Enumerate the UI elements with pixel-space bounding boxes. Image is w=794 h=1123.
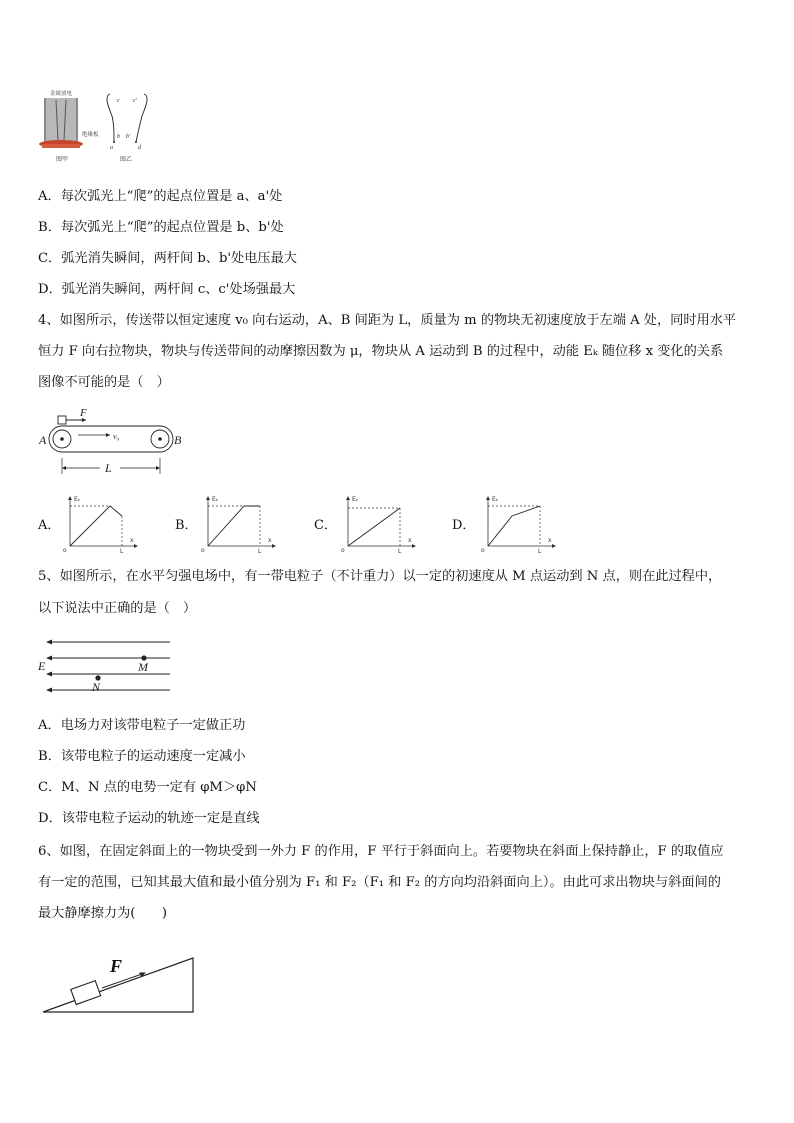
q4-stem-line1: 4、如图所示，传送带以恒定速度 v₀ 向右运动，A、B 间距为 L，质量为 m 的物块无初速度放于左端 A 处，同时用水平	[38, 313, 737, 328]
label-force-F-incline: F	[110, 956, 123, 976]
q4-graph-a	[60, 494, 140, 554]
point-d: d	[138, 145, 141, 151]
q4-graph-c-L: L	[398, 548, 402, 554]
point-c: c	[117, 98, 120, 104]
q4-graph-d-L: L	[538, 548, 542, 554]
caption-fig-a: 图甲	[56, 157, 69, 163]
q4-stem-line3: 图像不可能的是（ ）	[38, 375, 170, 390]
label-v0: v₀	[113, 432, 120, 441]
label-L: L	[105, 461, 112, 475]
q3-option-c: C．弧光消失瞬间，两杆间 b、b'处电压最大	[38, 251, 297, 266]
label-M: M	[138, 660, 148, 674]
q4-graph-a-ylabel: Eₖ	[74, 496, 81, 503]
q4-graph-d-xlabel: x	[548, 537, 552, 544]
q4-graph-d-ylabel: Eₖ	[492, 496, 499, 503]
point-c-prime: c'	[133, 98, 137, 104]
q4-graph-c-label: C．	[314, 518, 337, 533]
figure-electric-field	[38, 632, 178, 702]
figure-arc-discharge	[38, 86, 158, 166]
point-b: b	[117, 134, 120, 140]
q6-stem-line2: 有一定的范围，已知其最大值和最小值分别为 F₁ 和 F₂（F₁ 和 F₂ 的方向均沿斜面向上）。由此可求出物块与斜面间的	[38, 875, 721, 890]
q4-graph-c-xlabel: x	[408, 537, 412, 544]
q3-option-a: A．每次弧光上“爬”的起点位置是 a、a'处	[38, 189, 283, 204]
q5-stem-line1: 5、如图所示，在水平匀强电场中，有一带电粒子（不计重力）以一定的初速度从 M 点运动到 N 点，则在此过程中，	[38, 569, 722, 584]
q4-graph-b-L: L	[258, 548, 262, 554]
q4-graph-d-label: D．	[452, 518, 476, 533]
q4-graph-a-L: L	[120, 548, 124, 554]
label-force-F: F	[80, 407, 87, 419]
q4-graph-b-xlabel: x	[268, 537, 272, 544]
q4-graph-b	[198, 494, 278, 554]
q4-graph-b-label: B．	[175, 518, 198, 533]
q4-graph-d-origin: o	[481, 547, 485, 554]
q3-option-d: D．弧光消失瞬间，两杆间 c、c'处场强最大	[38, 282, 296, 297]
label-E: E	[38, 659, 46, 673]
q6-stem-line3: 最大静摩擦力为( )	[38, 906, 167, 921]
point-b-prime: b'	[126, 134, 131, 140]
q4-graph-a-origin: o	[63, 547, 67, 554]
figure-incline-block	[40, 950, 200, 1020]
label-insulator: 绝缘板	[82, 132, 99, 138]
q6-stem-line1: 6、如图，在固定斜面上的一物块受到一外力 F 的作用，F 平行于斜面向上。若要物块在斜面上保持静止，F 的取值应	[38, 844, 724, 859]
q4-stem-line2: 恒力 F 向右拉物块，物块与传送带间的动摩擦因数为 μ，物块从 A 运动到 B 的过程中，动能 Eₖ 随位移 x 变化的关系	[38, 344, 724, 359]
label-metal-discharge: 金属放电	[50, 91, 73, 97]
q5-option-d: D．该带电粒子运动的轨迹一定是直线	[38, 811, 260, 826]
q4-graph-c	[338, 494, 418, 554]
q5-stem-line2: 以下说法中正确的是（ ）	[38, 601, 197, 616]
q3-option-b: B．每次弧光上“爬”的起点位置是 b、b'处	[38, 220, 284, 235]
label-B: B	[174, 433, 182, 447]
figure-conveyor-belt	[38, 402, 198, 482]
q4-graph-a-xlabel: x	[130, 537, 134, 544]
label-A: A	[39, 433, 47, 447]
q5-option-a: A．电场力对该带电粒子一定做正功	[38, 718, 246, 733]
q4-graph-b-origin: o	[201, 547, 205, 554]
label-N: N	[92, 680, 101, 694]
q4-graph-c-ylabel: Eₖ	[352, 496, 359, 503]
q4-graph-b-ylabel: Eₖ	[212, 496, 219, 503]
q4-graph-d	[478, 494, 558, 554]
q4-graph-c-origin: o	[341, 547, 345, 554]
q5-option-c: C．M、N 点的电势一定有 φM＞φN	[38, 780, 257, 795]
point-a: a	[110, 145, 113, 151]
q4-graph-a-label: A．	[38, 518, 61, 533]
caption-fig-b: 图乙	[120, 157, 133, 163]
q5-option-b: B．该带电粒子的运动速度一定减小	[38, 749, 246, 764]
